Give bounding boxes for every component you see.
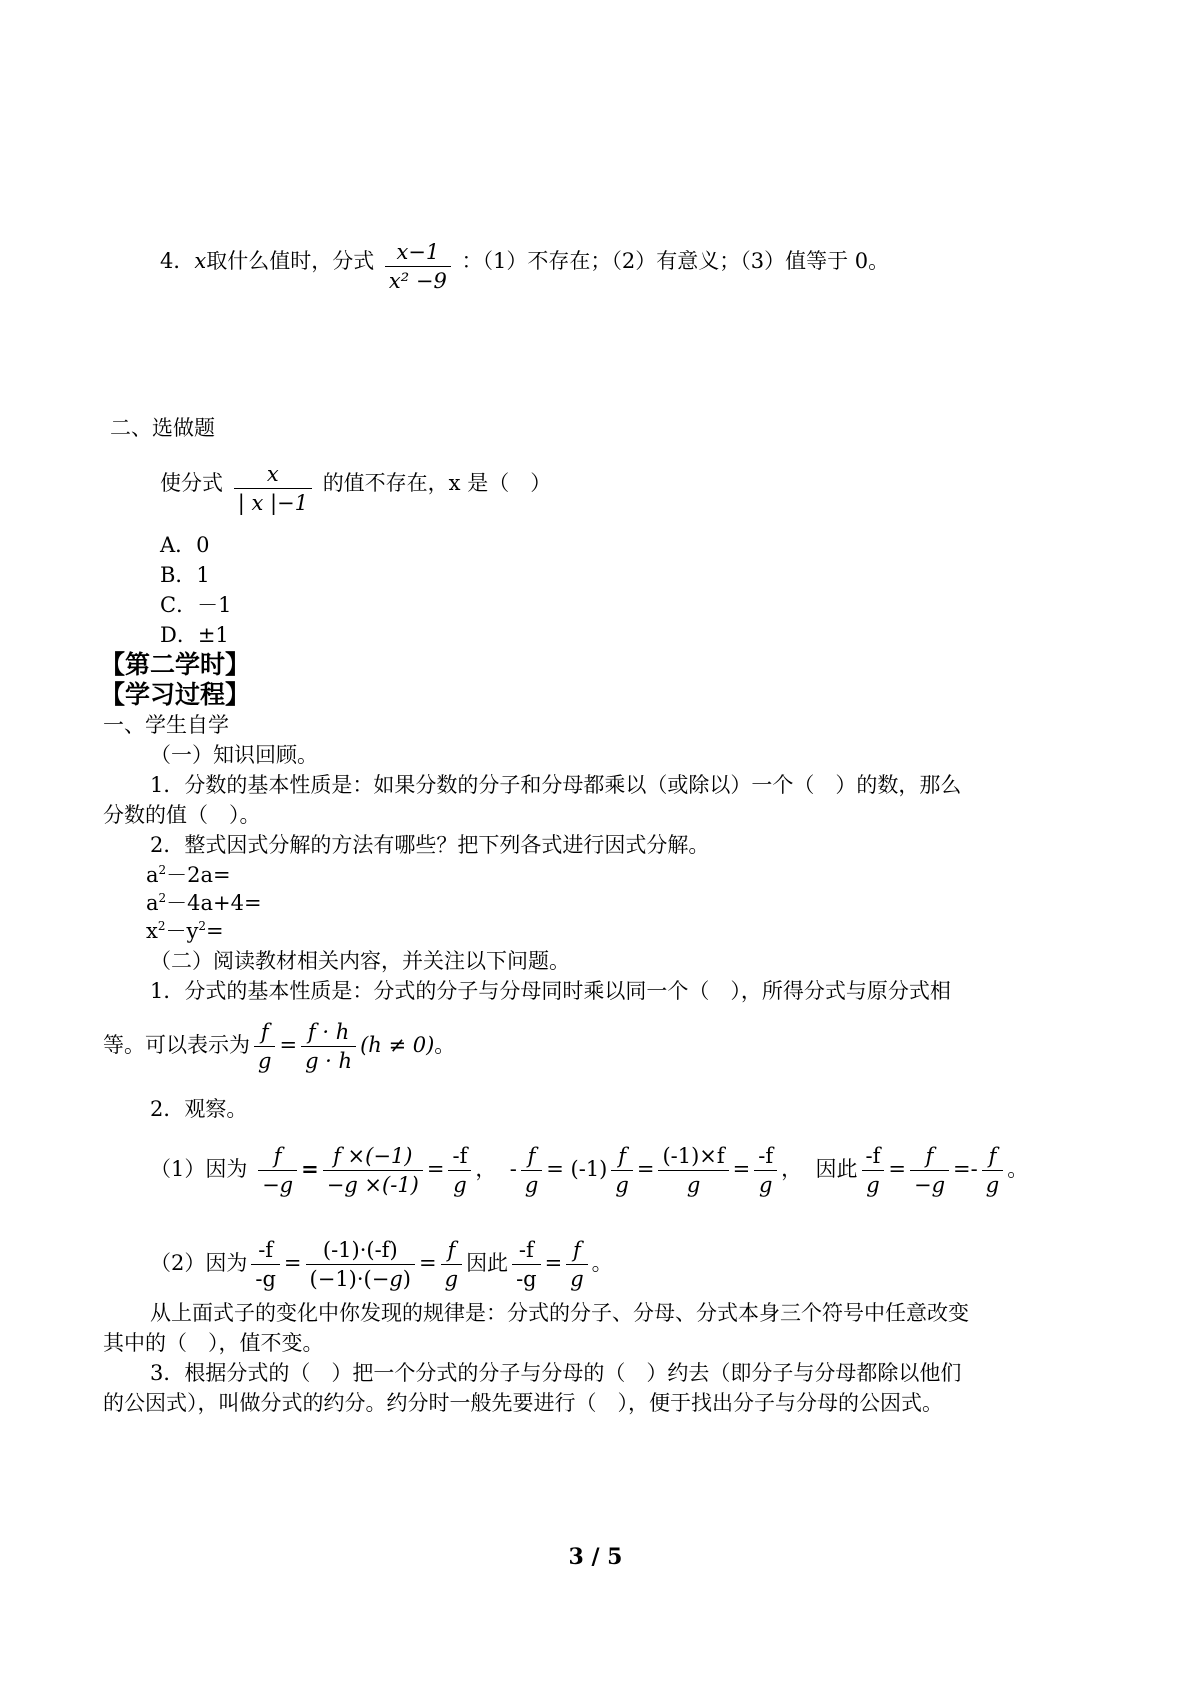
observation-2: （2）因为 $\frac{-f}{-g}$ = $\frac{(-1)\cdot(-f)}{(-1)\cdot(-g)}$ = $\frac{f}{g}$ 因此 $\frac{-f}{-g}$ = $\frac{f}{g}$ 。 [150, 1238, 613, 1291]
item-3-line-2: 的公因式），叫做分式的约分。约分时一般先要进行（ ），便于找出分子与分母的公因式。 [103, 1391, 943, 1415]
observation-1: （1）因为 $\frac{f}{-g}$ = $\frac{f \times(-1)}{-g \times(-1)}$ = $\frac{-f}{g}$ ， - $\frac{f}{g}$ = (-1) $\frac{f}{g}$ = $\frac{(-1)\times f}{g}$ = $\frac{-f}{g}$ ， 因此 $\frac{-f}{g}$ = $\frac{f}{-g}$ =- $\frac{f}{g}$ 。 [150, 1144, 1029, 1197]
process-heading: 【学习过程】 [100, 680, 251, 709]
lesson-heading: 【第二学时】 [100, 650, 251, 679]
option-d: D．±1 [160, 623, 229, 647]
option-c: C．－1 [160, 593, 232, 617]
rule-line-1: 从上面式子的变化中你发现的规律是：分式的分子、分母、分式本身三个符号中任意改变 [150, 1301, 969, 1325]
option-a: A．0 [160, 533, 210, 557]
rule-line-2: 其中的（ ），值不变。 [103, 1331, 324, 1355]
section-heading: 二、选做题 [110, 416, 215, 440]
item-1-line-2: 分数的值（ ）。 [103, 803, 261, 827]
item-2: 2．整式因式分解的方法有哪些？把下列各式进行因式分解。 [150, 833, 710, 857]
fraction: $\frac{x-1}{\text{x² −9}}$ [385, 238, 451, 295]
optional-question: 使分式 $\frac{x}{| x |-1}$ 的值不存在，x 是（ ） [160, 462, 552, 515]
expression-3: $x^2-y^2=$ [146, 919, 224, 943]
expression-2: $a^2-4a+4=$ [146, 891, 262, 915]
section-self-study: 一、学生自学 [103, 713, 229, 737]
question-4: 4．x取什么值时，分式 $\frac{x-1}{\text{x² −9}}$ ：（1）不存在；（2）有意义；（3）值等于 0。 [160, 240, 890, 293]
fraction: $\frac{x}{| x |-1}$ [234, 460, 312, 517]
expression-1: $a^2-2a=$ [146, 863, 231, 887]
observe: 2．观察。 [150, 1097, 248, 1121]
option-b: B．1 [160, 563, 210, 587]
sub-reading: （二）阅读教材相关内容，并关注以下问题。 [150, 949, 570, 973]
page-number: 3 / 5 [568, 1544, 623, 1570]
property-line-1: 1．分式的基本性质是：分式的分子与分母同时乘以同一个（ ），所得分式与原分式相 [150, 979, 951, 1003]
fraction: $\frac{f}{g}$ [254, 1018, 275, 1075]
sub-review: （一）知识回顾。 [150, 743, 318, 767]
item-1-line-1: 1．分数的基本性质是：如果分数的分子和分母都乘以（或除以）一个（ ）的数，那么 [150, 773, 962, 797]
property-line-2: 等。可以表示为 $\frac{f}{g}$ = $\frac{f \cdot h}{g \cdot h}$ (h ≠ 0)。 [103, 1020, 456, 1073]
fraction: $\frac{f \cdot h}{g \cdot h}$ [301, 1018, 356, 1075]
item-3-line-1: 3．根据分式的（ ）把一个分式的分子与分母的（ ）约去（即分子与分母都除以他们 [150, 1361, 962, 1385]
